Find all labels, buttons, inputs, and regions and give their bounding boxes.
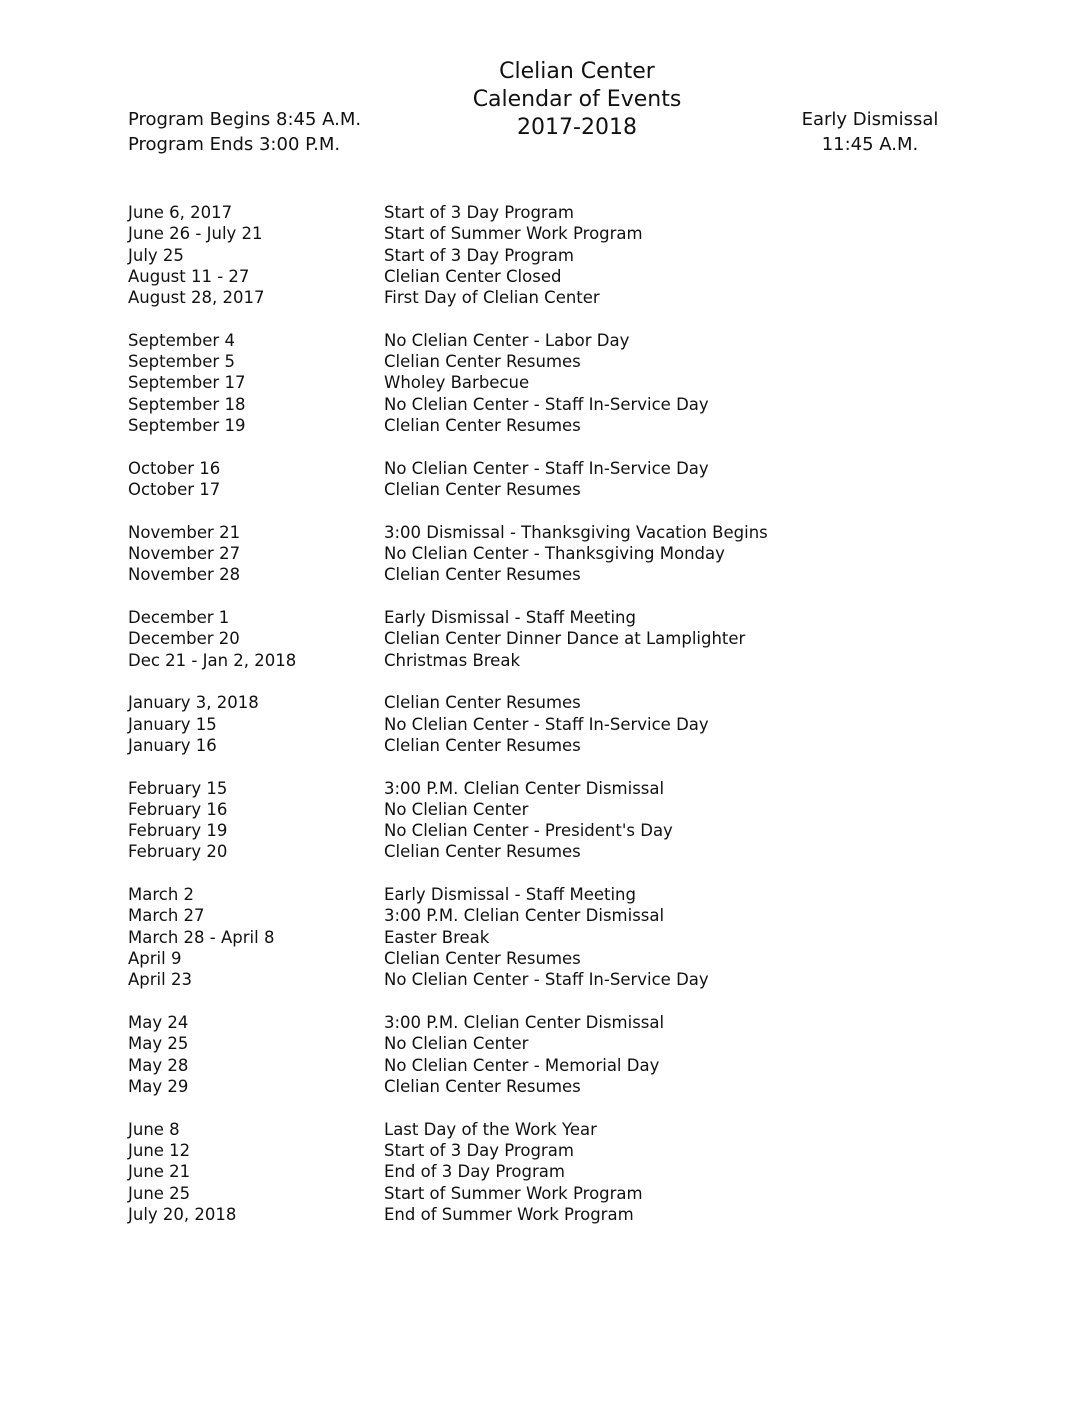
event-row	[128, 884, 988, 905]
event-description: No Clelian Center - Memorial Day	[384, 1055, 660, 1075]
event-date: June 25	[128, 1183, 191, 1203]
event-date: January 3, 2018	[128, 693, 259, 713]
event-description: Start of Summer Work Program	[384, 224, 643, 244]
event-date: June 8	[128, 1119, 180, 1139]
event-row	[128, 948, 988, 969]
event-description: Last Day of the Work Year	[384, 1119, 597, 1139]
event-description: Easter Break	[384, 927, 490, 947]
event-description: Clelian Center Resumes	[384, 693, 581, 713]
event-description: Start of 3 Day Program	[384, 1140, 574, 1160]
event-description: 3:00 P.M. Clelian Center Dismissal	[384, 906, 665, 926]
event-date: October 17	[128, 480, 221, 500]
program-hours	[128, 107, 361, 157]
event-date: October 16	[128, 458, 221, 478]
event-row	[128, 905, 988, 926]
event-group	[128, 692, 988, 756]
title-year: 2017-2018	[517, 115, 637, 140]
event-date: April 9	[128, 949, 182, 969]
event-group	[128, 1012, 988, 1097]
event-date: August 28, 2017	[128, 288, 265, 308]
event-row	[128, 628, 988, 649]
event-description: Clelian Center Resumes	[384, 735, 581, 755]
event-row	[128, 287, 988, 308]
event-description: Clelian Center Resumes	[384, 416, 581, 436]
event-date: May 28	[128, 1055, 189, 1075]
program-begins-text: Program Begins 8:45 A.M.	[128, 109, 362, 130]
event-date: September 19	[128, 416, 246, 436]
event-description: No Clelian Center - Staff In-Service Day	[384, 458, 709, 478]
event-date: September 17	[128, 373, 246, 393]
event-row	[128, 564, 988, 585]
event-description: Early Dismissal - Staff Meeting	[384, 608, 636, 628]
event-date: December 20	[128, 629, 240, 649]
event-row	[128, 1076, 988, 1097]
event-row	[128, 458, 988, 479]
event-row	[128, 1140, 988, 1161]
event-description: Start of 3 Day Program	[384, 245, 574, 265]
event-row	[128, 1055, 988, 1076]
event-date: September 5	[128, 352, 235, 372]
early-dismissal-time: 11:45 A.M.	[821, 134, 919, 155]
event-description: Wholey Barbecue	[384, 373, 530, 393]
event-row	[128, 1183, 988, 1204]
event-row	[128, 479, 988, 500]
event-description: Start of 3 Day Program	[384, 203, 574, 222]
page-title	[420, 58, 734, 142]
event-row	[128, 543, 988, 564]
event-row	[128, 927, 988, 948]
event-date: July 25	[128, 245, 184, 265]
event-row	[128, 692, 988, 713]
event-row	[128, 607, 988, 628]
event-description: Clelian Center Resumes	[384, 842, 581, 862]
event-group	[128, 607, 988, 671]
event-description: No Clelian Center - Staff In-Service Day	[384, 714, 709, 734]
event-row	[128, 245, 988, 266]
event-date: January 15	[128, 714, 217, 734]
event-description: Clelian Center Dinner Dance at Lamplighter	[384, 629, 746, 649]
event-row	[128, 820, 988, 841]
event-description: No Clelian Center - Staff In-Service Day	[384, 970, 709, 990]
event-group	[128, 1119, 988, 1225]
event-description: Clelian Center Closed	[384, 266, 562, 286]
event-date: November 27	[128, 544, 241, 564]
event-date: March 28 - April 8	[128, 927, 275, 947]
event-row	[128, 1119, 988, 1140]
event-date: June 21	[128, 1162, 191, 1182]
event-description: End of Summer Work Program	[384, 1204, 634, 1224]
event-date: March 27	[128, 906, 205, 926]
event-date: May 24	[128, 1013, 189, 1033]
event-row	[128, 969, 988, 990]
event-date: February 19	[128, 821, 228, 841]
event-row	[128, 650, 988, 671]
event-description: No Clelian Center - President's Day	[384, 821, 673, 841]
event-row	[128, 415, 988, 436]
early-dismissal-note	[776, 107, 964, 157]
title-document: Calendar of Events	[472, 87, 682, 112]
event-date: February 16	[128, 799, 228, 819]
event-description: Christmas Break	[384, 650, 520, 670]
event-row	[128, 394, 988, 415]
event-date: September 4	[128, 330, 235, 350]
event-date: May 29	[128, 1076, 189, 1096]
event-date: July 20, 2018	[128, 1204, 237, 1224]
event-row	[128, 799, 988, 820]
event-row	[128, 1012, 988, 1033]
event-description: Early Dismissal - Staff Meeting	[384, 885, 636, 905]
event-row	[128, 1033, 988, 1054]
event-description: Clelian Center Resumes	[384, 352, 581, 372]
event-date: June 6, 2017	[128, 203, 233, 222]
event-row	[128, 1161, 988, 1182]
event-description: Clelian Center Resumes	[384, 949, 581, 969]
event-row	[128, 841, 988, 862]
event-description: Clelian Center Resumes	[384, 1076, 581, 1096]
event-group	[128, 778, 988, 863]
event-date: May 25	[128, 1034, 189, 1054]
event-row	[128, 330, 988, 351]
event-date: Dec 21 - Jan 2, 2018	[128, 650, 297, 670]
event-row	[128, 372, 988, 393]
event-row	[128, 266, 988, 287]
event-row	[128, 714, 988, 735]
event-row	[128, 735, 988, 756]
early-dismissal-label: Early Dismissal	[801, 109, 939, 130]
event-description: No Clelian Center - Labor Day	[384, 330, 630, 350]
event-description: Clelian Center Resumes	[384, 565, 581, 585]
event-description: First Day of Clelian Center	[384, 288, 600, 308]
event-date: August 11 - 27	[128, 266, 250, 286]
event-description: Clelian Center Resumes	[384, 480, 581, 500]
event-row	[128, 223, 988, 244]
event-date: September 18	[128, 394, 246, 414]
event-group	[128, 522, 988, 586]
event-date: November 21	[128, 522, 241, 542]
event-row	[128, 522, 988, 543]
event-date: April 23	[128, 970, 192, 990]
event-group	[128, 202, 988, 308]
event-group	[128, 458, 988, 501]
event-date: February 15	[128, 778, 228, 798]
program-ends-text: Program Ends 3:00 P.M.	[128, 134, 341, 155]
event-description: No Clelian Center	[384, 1034, 529, 1054]
event-description: No Clelian Center	[384, 799, 529, 819]
event-row	[128, 202, 988, 223]
event-description: End of 3 Day Program	[384, 1162, 565, 1182]
event-description: No Clelian Center - Staff In-Service Day	[384, 394, 709, 414]
event-date: June 26 - July 21	[128, 224, 263, 244]
event-row	[128, 778, 988, 799]
title-organization: Clelian Center	[499, 59, 655, 84]
event-description: 3:00 P.M. Clelian Center Dismissal	[384, 1013, 665, 1033]
events-list	[128, 202, 988, 1246]
event-description: Start of Summer Work Program	[384, 1183, 643, 1203]
event-date: November 28	[128, 565, 241, 585]
event-date: March 2	[128, 885, 195, 905]
event-row	[128, 1204, 988, 1225]
event-row	[128, 351, 988, 372]
event-date: June 12	[128, 1140, 191, 1160]
event-description: 3:00 Dismissal - Thanksgiving Vacation Begins	[384, 522, 768, 542]
event-date: December 1	[128, 608, 230, 628]
event-description: No Clelian Center - Thanksgiving Monday	[384, 544, 725, 564]
event-group	[128, 330, 988, 436]
event-group	[128, 884, 988, 990]
event-date: February 20	[128, 842, 228, 862]
event-description: 3:00 P.M. Clelian Center Dismissal	[384, 778, 665, 798]
event-date: January 16	[128, 735, 217, 755]
